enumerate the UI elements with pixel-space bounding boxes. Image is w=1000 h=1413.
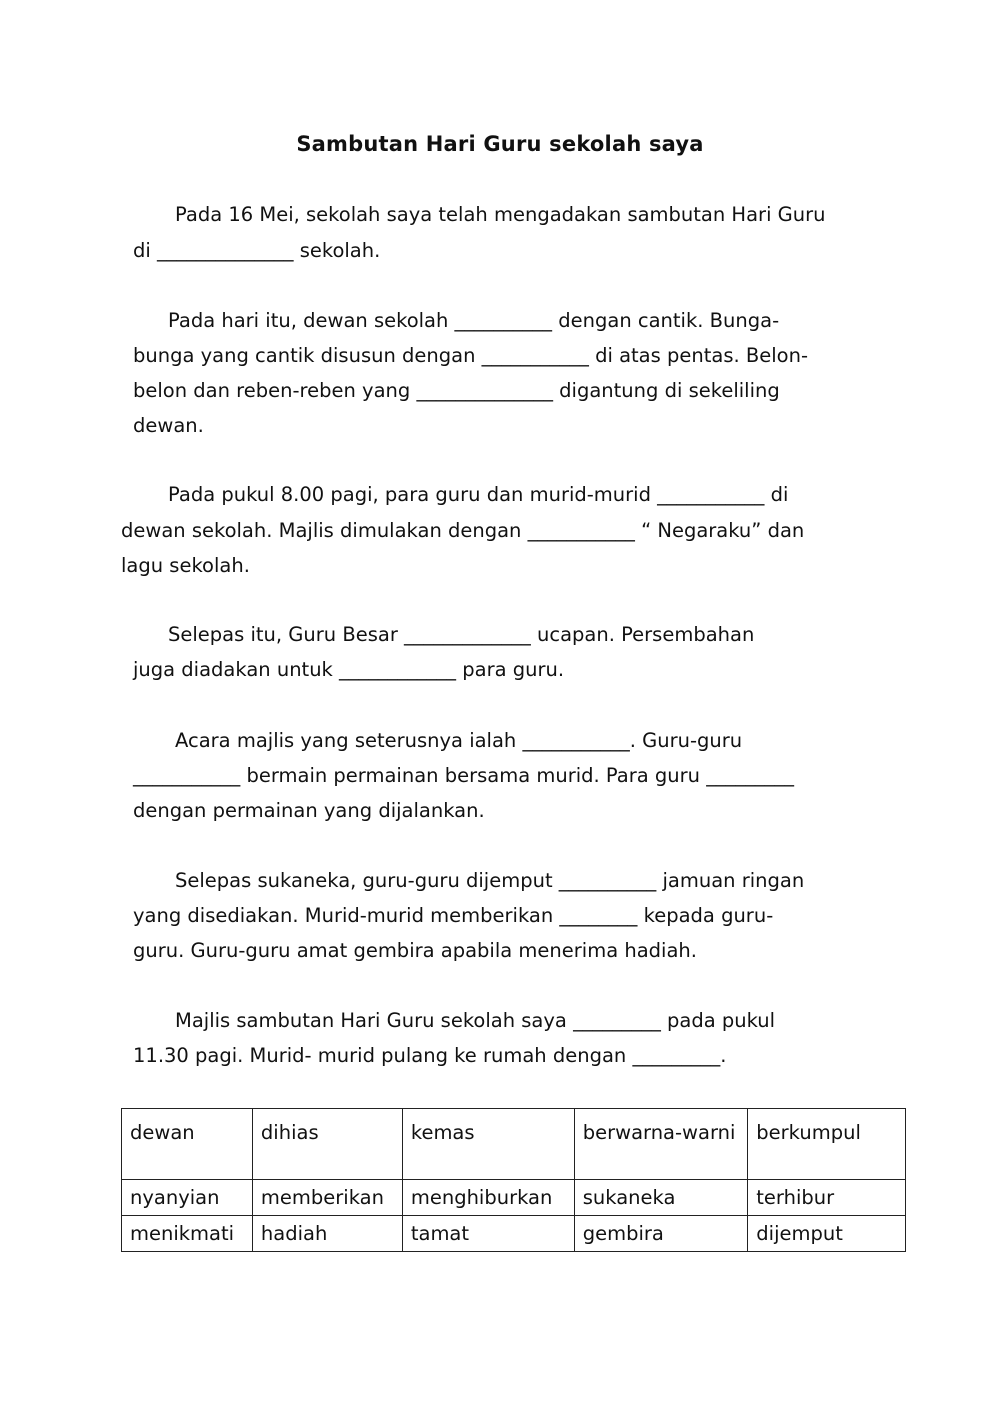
paragraph-5-line-3: dengan permainan yang dijalankan.	[133, 799, 485, 822]
word-bank-cell: dihias	[252, 1109, 402, 1180]
paragraph-7-line-1: Majlis sambutan Hari Guru sekolah saya _________ pada pukul	[175, 1009, 776, 1032]
word-bank-cell: dijemput	[748, 1216, 906, 1252]
paragraph-3-line-2: dewan sekolah. Majlis dimulakan dengan ___________ “ Negaraku” dan	[121, 519, 805, 542]
word-bank-cell: sukaneka	[574, 1180, 748, 1216]
paragraph-2-line-3: belon dan reben-reben yang ______________ digantung di sekeliling	[133, 379, 780, 402]
paragraph-6-line-2: yang disediakan. Murid-murid memberikan ________ kepada guru-	[133, 904, 774, 927]
word-bank-cell: nyanyian	[122, 1180, 253, 1216]
word-bank-cell: tamat	[402, 1216, 574, 1252]
word-bank-cell: hadiah	[252, 1216, 402, 1252]
word-bank-row	[122, 1180, 906, 1216]
word-bank-cell: terhibur	[748, 1180, 906, 1216]
paragraph-5-line-2: ___________ bermain permainan bersama murid. Para guru _________	[133, 764, 794, 787]
paragraph-1-line-1: Pada 16 Mei, sekolah saya telah mengadakan sambutan Hari Guru	[175, 203, 826, 226]
word-bank-cell: gembira	[574, 1216, 748, 1252]
word-bank-cell: memberikan	[252, 1180, 402, 1216]
paragraph-3-line-1: Pada pukul 8.00 pagi, para guru dan murid-murid ___________ di	[168, 483, 789, 506]
word-bank-table	[121, 1108, 906, 1252]
paragraph-6-line-3: guru. Guru-guru amat gembira apabila menerima hadiah.	[133, 939, 697, 962]
paragraph-6-line-1: Selepas sukaneka, guru-guru dijemput __________ jamuan ringan	[175, 869, 805, 892]
paragraph-2-line-4: dewan.	[133, 414, 204, 437]
word-bank-cell: dewan	[122, 1109, 253, 1180]
word-bank-row	[122, 1109, 906, 1180]
word-bank-cell: berwarna-warni	[574, 1109, 748, 1180]
paragraph-2-line-2: bunga yang cantik disusun dengan ___________ di atas pentas. Belon-	[133, 344, 808, 367]
paragraph-4-line-2: juga diadakan untuk ____________ para guru.	[133, 658, 565, 681]
paragraph-2-line-1: Pada hari itu, dewan sekolah __________ dengan cantik. Bunga-	[168, 309, 780, 332]
paragraph-7-line-2: 11.30 pagi. Murid- murid pulang ke rumah dengan _________.	[133, 1044, 727, 1067]
word-bank-cell: menghiburkan	[402, 1180, 574, 1216]
word-bank-cell: kemas	[402, 1109, 574, 1180]
word-bank-cell: berkumpul	[748, 1109, 906, 1180]
paragraph-5-line-1: Acara majlis yang seterusnya ialah ___________. Guru-guru	[175, 729, 743, 752]
word-bank-cell: menikmati	[122, 1216, 253, 1252]
paragraph-4-line-1: Selepas itu, Guru Besar _____________ ucapan. Persembahan	[168, 623, 755, 646]
paragraph-3-line-3: lagu sekolah.	[121, 554, 250, 577]
paragraph-1-line-2: di ______________ sekolah.	[133, 239, 381, 262]
word-bank-row	[122, 1216, 906, 1252]
page-title: Sambutan Hari Guru sekolah saya	[296, 132, 704, 156]
